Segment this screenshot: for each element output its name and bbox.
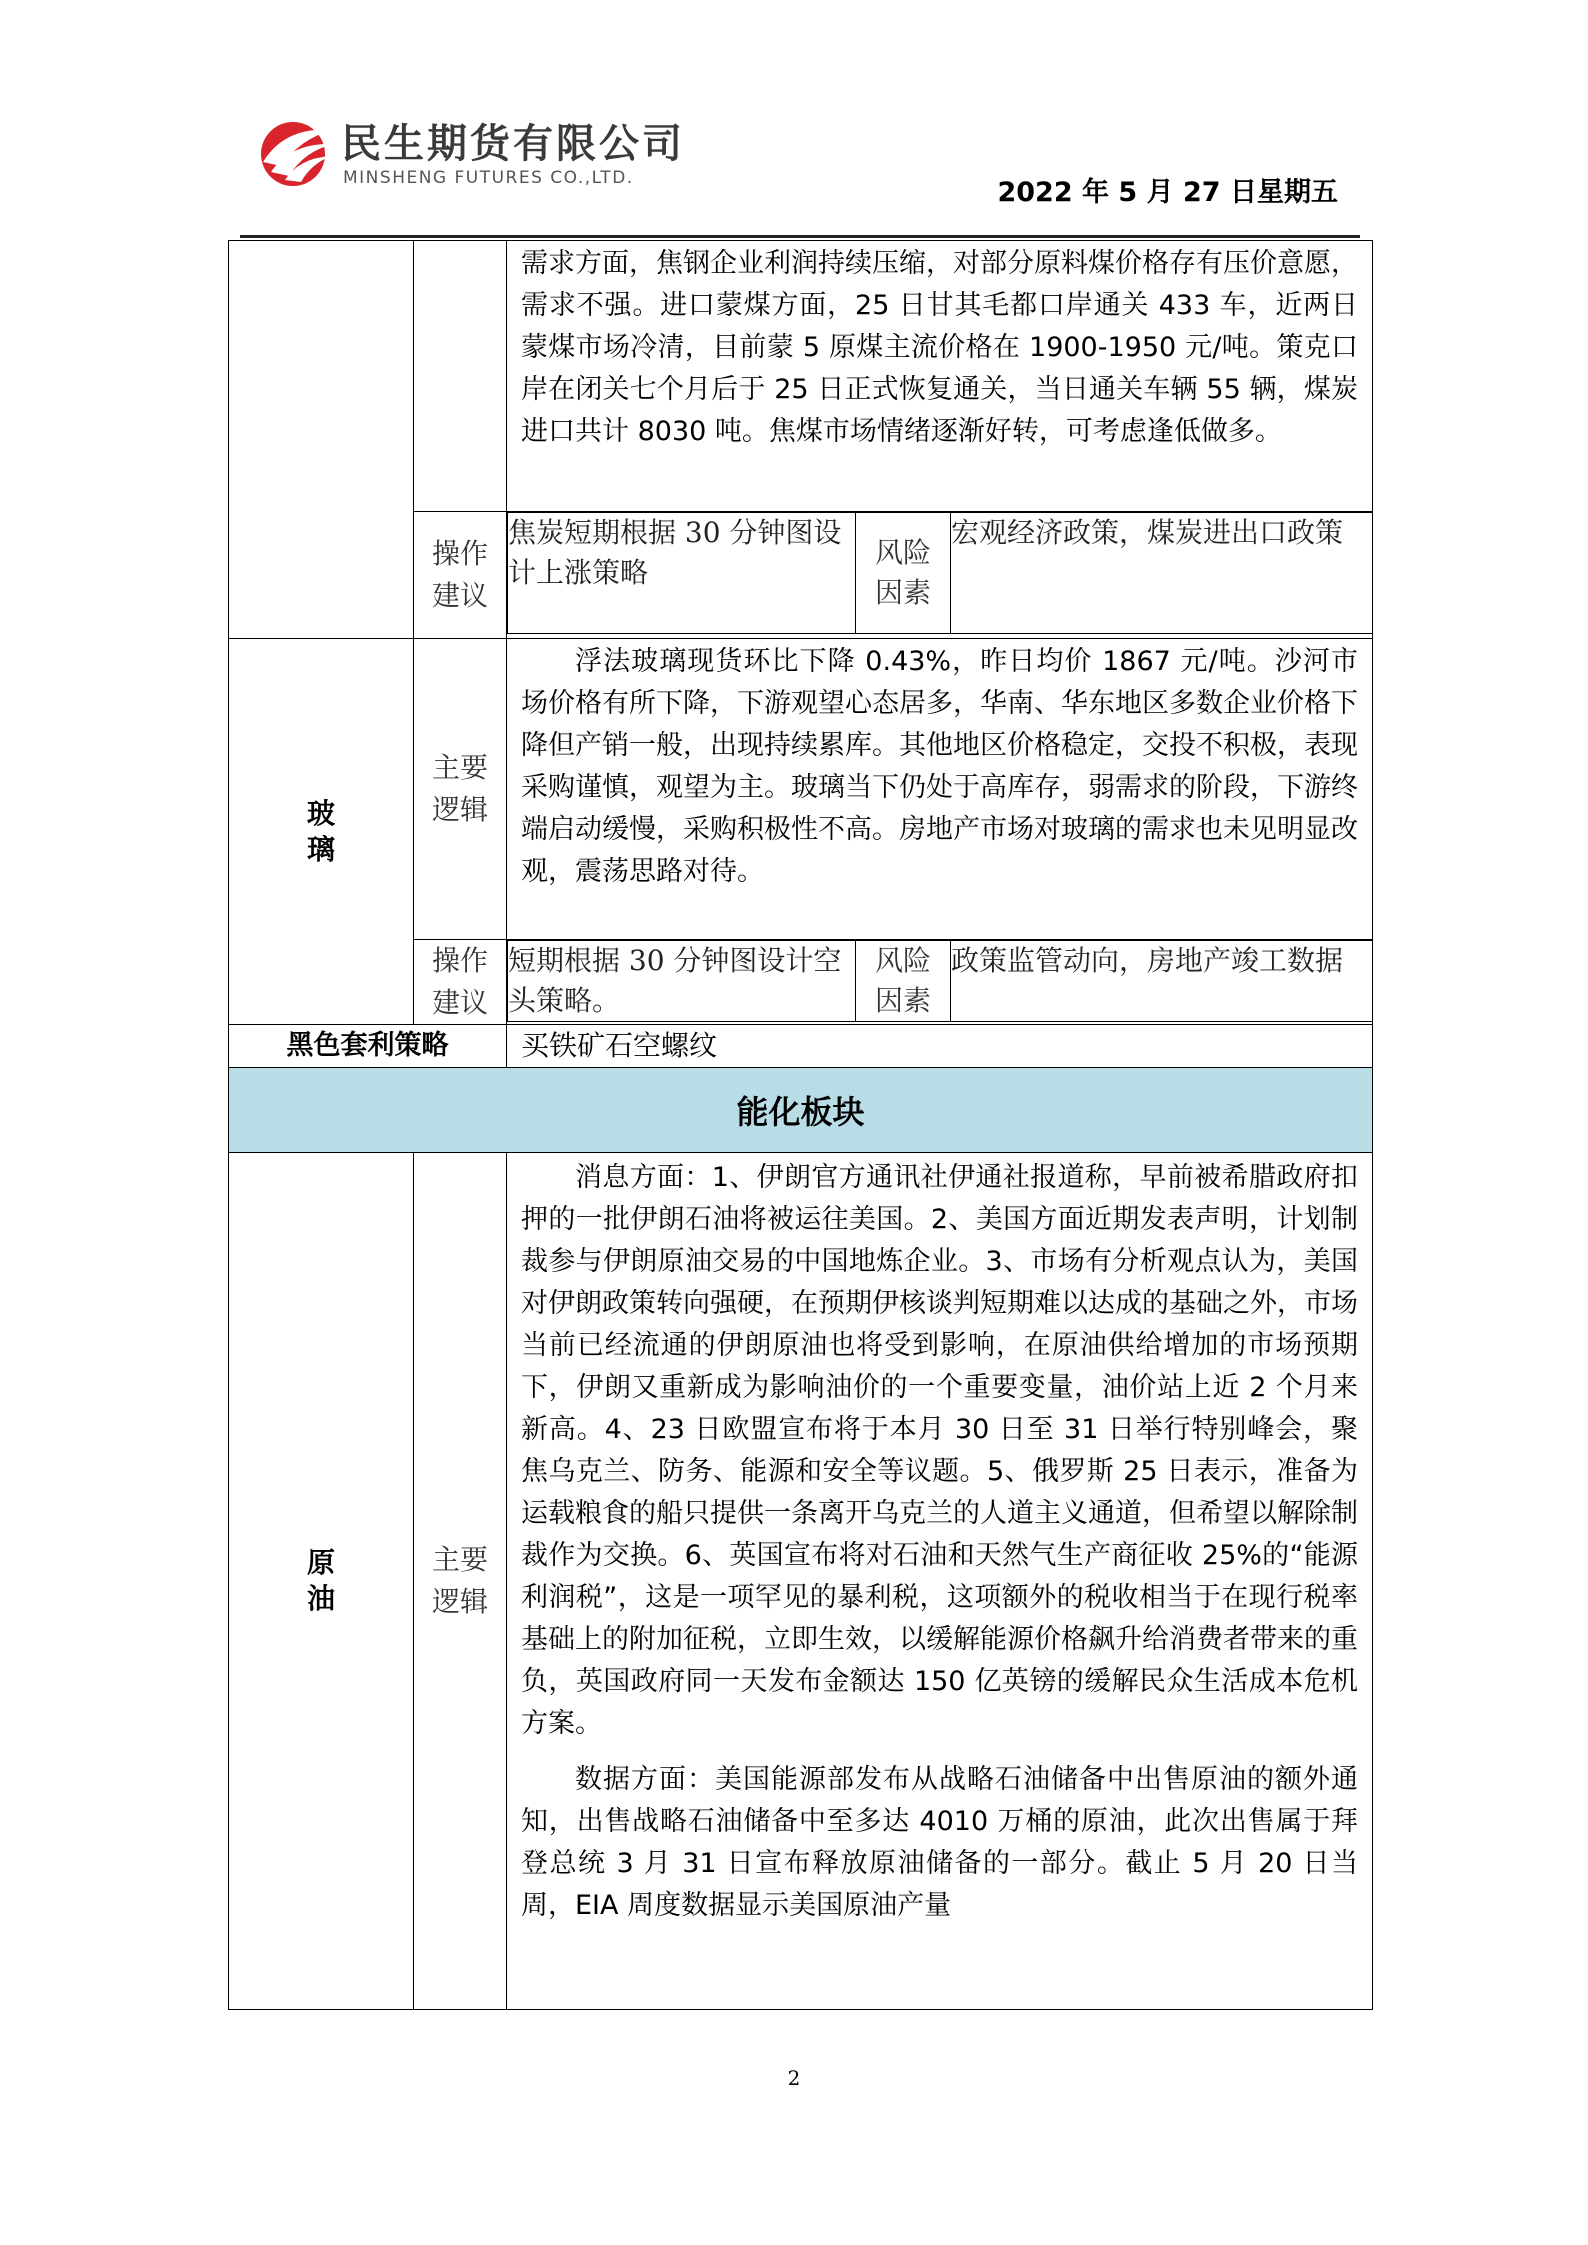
- coke-logic-label-cell: [414, 241, 507, 512]
- crude-logic-label: 主要逻辑: [414, 1153, 507, 2010]
- page-number: 2: [787, 2066, 801, 2090]
- crude-logic-row: [229, 1153, 1373, 2010]
- glass-op-text: 短期根据 30 分钟图设计空头策略。: [508, 941, 856, 1022]
- crude-category: [229, 1153, 414, 2010]
- crude-data-paragraph: 数据方面：美国能源部发布从战略石油储备中出售原油的额外通知，出售战略石油储备中至多达 4010 万桶的原油，此次出售属于拜登总统 3 月 31 日宣布释放原油储备的一部分。截止 5 月 20 日当周，EIA 周度数据显示美国原油产量: [521, 1764, 1358, 1921]
- glass-logic-label: 主要逻辑: [414, 639, 507, 940]
- glass-category-text: 玻璃: [306, 796, 335, 866]
- glass-op-label: 操作建议: [414, 940, 507, 1025]
- report-date: 2022 年 5 月 27 日星期五: [997, 177, 1338, 208]
- company-name-cn: 民生期货有限公司: [341, 121, 685, 167]
- coke-category-cell: [229, 241, 414, 639]
- coke-logic-row: [229, 241, 1373, 512]
- coke-op-label: 操作建议: [414, 512, 507, 639]
- glass-op-risk-table: [507, 940, 1372, 1022]
- coke-risk-label: 风险因素: [856, 513, 951, 634]
- glass-category: [229, 639, 414, 1025]
- company-logo: [255, 112, 725, 192]
- glass-risk-label: 风险因素: [856, 941, 951, 1022]
- glass-logic-text: 浮法玻璃现货环比下降 0.43%，昨日均价 1867 元/吨。沙河市场价格有所下降，下游观望心态居多，华南、华东地区多数企业价格下降但产销一般，出现持续累库。其他地区价格稳定，交投不积极，表现采购谨慎，观望为主。玻璃当下仍处于高库存，弱需求的阶段，下游终端启动缓慢，采购积极性不高。房地产市场对玻璃的需求也未见明显改观，震荡思路对待。: [521, 646, 1358, 887]
- glass-logic-cell: [507, 639, 1373, 940]
- coke-logic-text: 需求方面，焦钢企业利润持续压缩，对部分原料煤价格存有压价意愿，需求不强。进口蒙煤方面，25 日甘其毛都口岸通关 433 车，近两日蒙煤市场冷清，目前蒙 5 原煤主流价格在 1900-1950 元/吨。策克口岸在闭关七个月后于 25 日正式恢复通关，当日通关车辆 55 辆，煤炭进口共计 8030 吨。焦煤市场情绪逐渐好转，可考虑逢低做多。: [521, 248, 1358, 447]
- black-arbitrage-text: 买铁矿石空螺纹: [507, 1025, 1373, 1068]
- coke-op-text: 焦炭短期根据 30 分钟图设计上涨策略: [508, 513, 856, 634]
- black-arbitrage-label: 黑色套利策略: [229, 1025, 507, 1068]
- minsheng-logo-icon: [255, 116, 335, 188]
- energy-section-row: [229, 1068, 1373, 1153]
- glass-op-risk-cell: [507, 940, 1373, 1025]
- company-name-en: MINSHENG FUTURES CO.,LTD.: [343, 168, 634, 188]
- crude-category-text: 原油: [306, 1546, 335, 1615]
- strategy-table: [228, 240, 1373, 2010]
- crude-logic-cell: [507, 1153, 1373, 2010]
- header-divider: [240, 235, 1360, 238]
- glass-risk-text: 政策监管动向，房地产竣工数据: [951, 941, 1373, 1022]
- coke-logic-cell: [507, 241, 1373, 512]
- coke-risk-text: 宏观经济政策，煤炭进出口政策: [951, 513, 1373, 634]
- coke-op-risk-cell: [507, 512, 1373, 639]
- energy-section-title: 能化板块: [229, 1068, 1373, 1153]
- black-arbitrage-row: [229, 1025, 1373, 1068]
- coke-op-risk-table: [507, 512, 1372, 634]
- crude-news-paragraph: 消息方面：1、伊朗官方通讯社伊通社报道称，早前被希腊政府扣押的一批伊朗石油将被运往美国。2、美国方面近期发表声明，计划制裁参与伊朗原油交易的中国地炼企业。3、市场有分析观点认为，美国对伊朗政策转向强硬，在预期伊核谈判短期难以达成的基础之外，市场当前已经流通的伊朗原油也将受到影响，在原油供给增加的市场预期下，伊朗又重新成为影响油价的一个重要变量，油价站上近 2 个月来新高。4、23 日欧盟宣布将于本月 30 日至 31 日举行特别峰会，聚焦乌克兰、防务、能源和安全等议题。5、俄罗斯 25 日表示，准备为运载粮食的船只提供一条离开乌克兰的人道主义通道，但希望以解除制裁作为交换。6、英国宣布将对石油和天然气生产商征收 25%的“能源利润税”，这是一项罕见的暴利税，这项额外的税收相当于在现行税率基础上的附加征税，立即生效，以缓解能源价格飙升给消费者带来的重负，英国政府同一天发布金额达 150 亿英镑的缓解民众生活成本危机方案。: [521, 1162, 1358, 1739]
- glass-logic-row: [229, 639, 1373, 940]
